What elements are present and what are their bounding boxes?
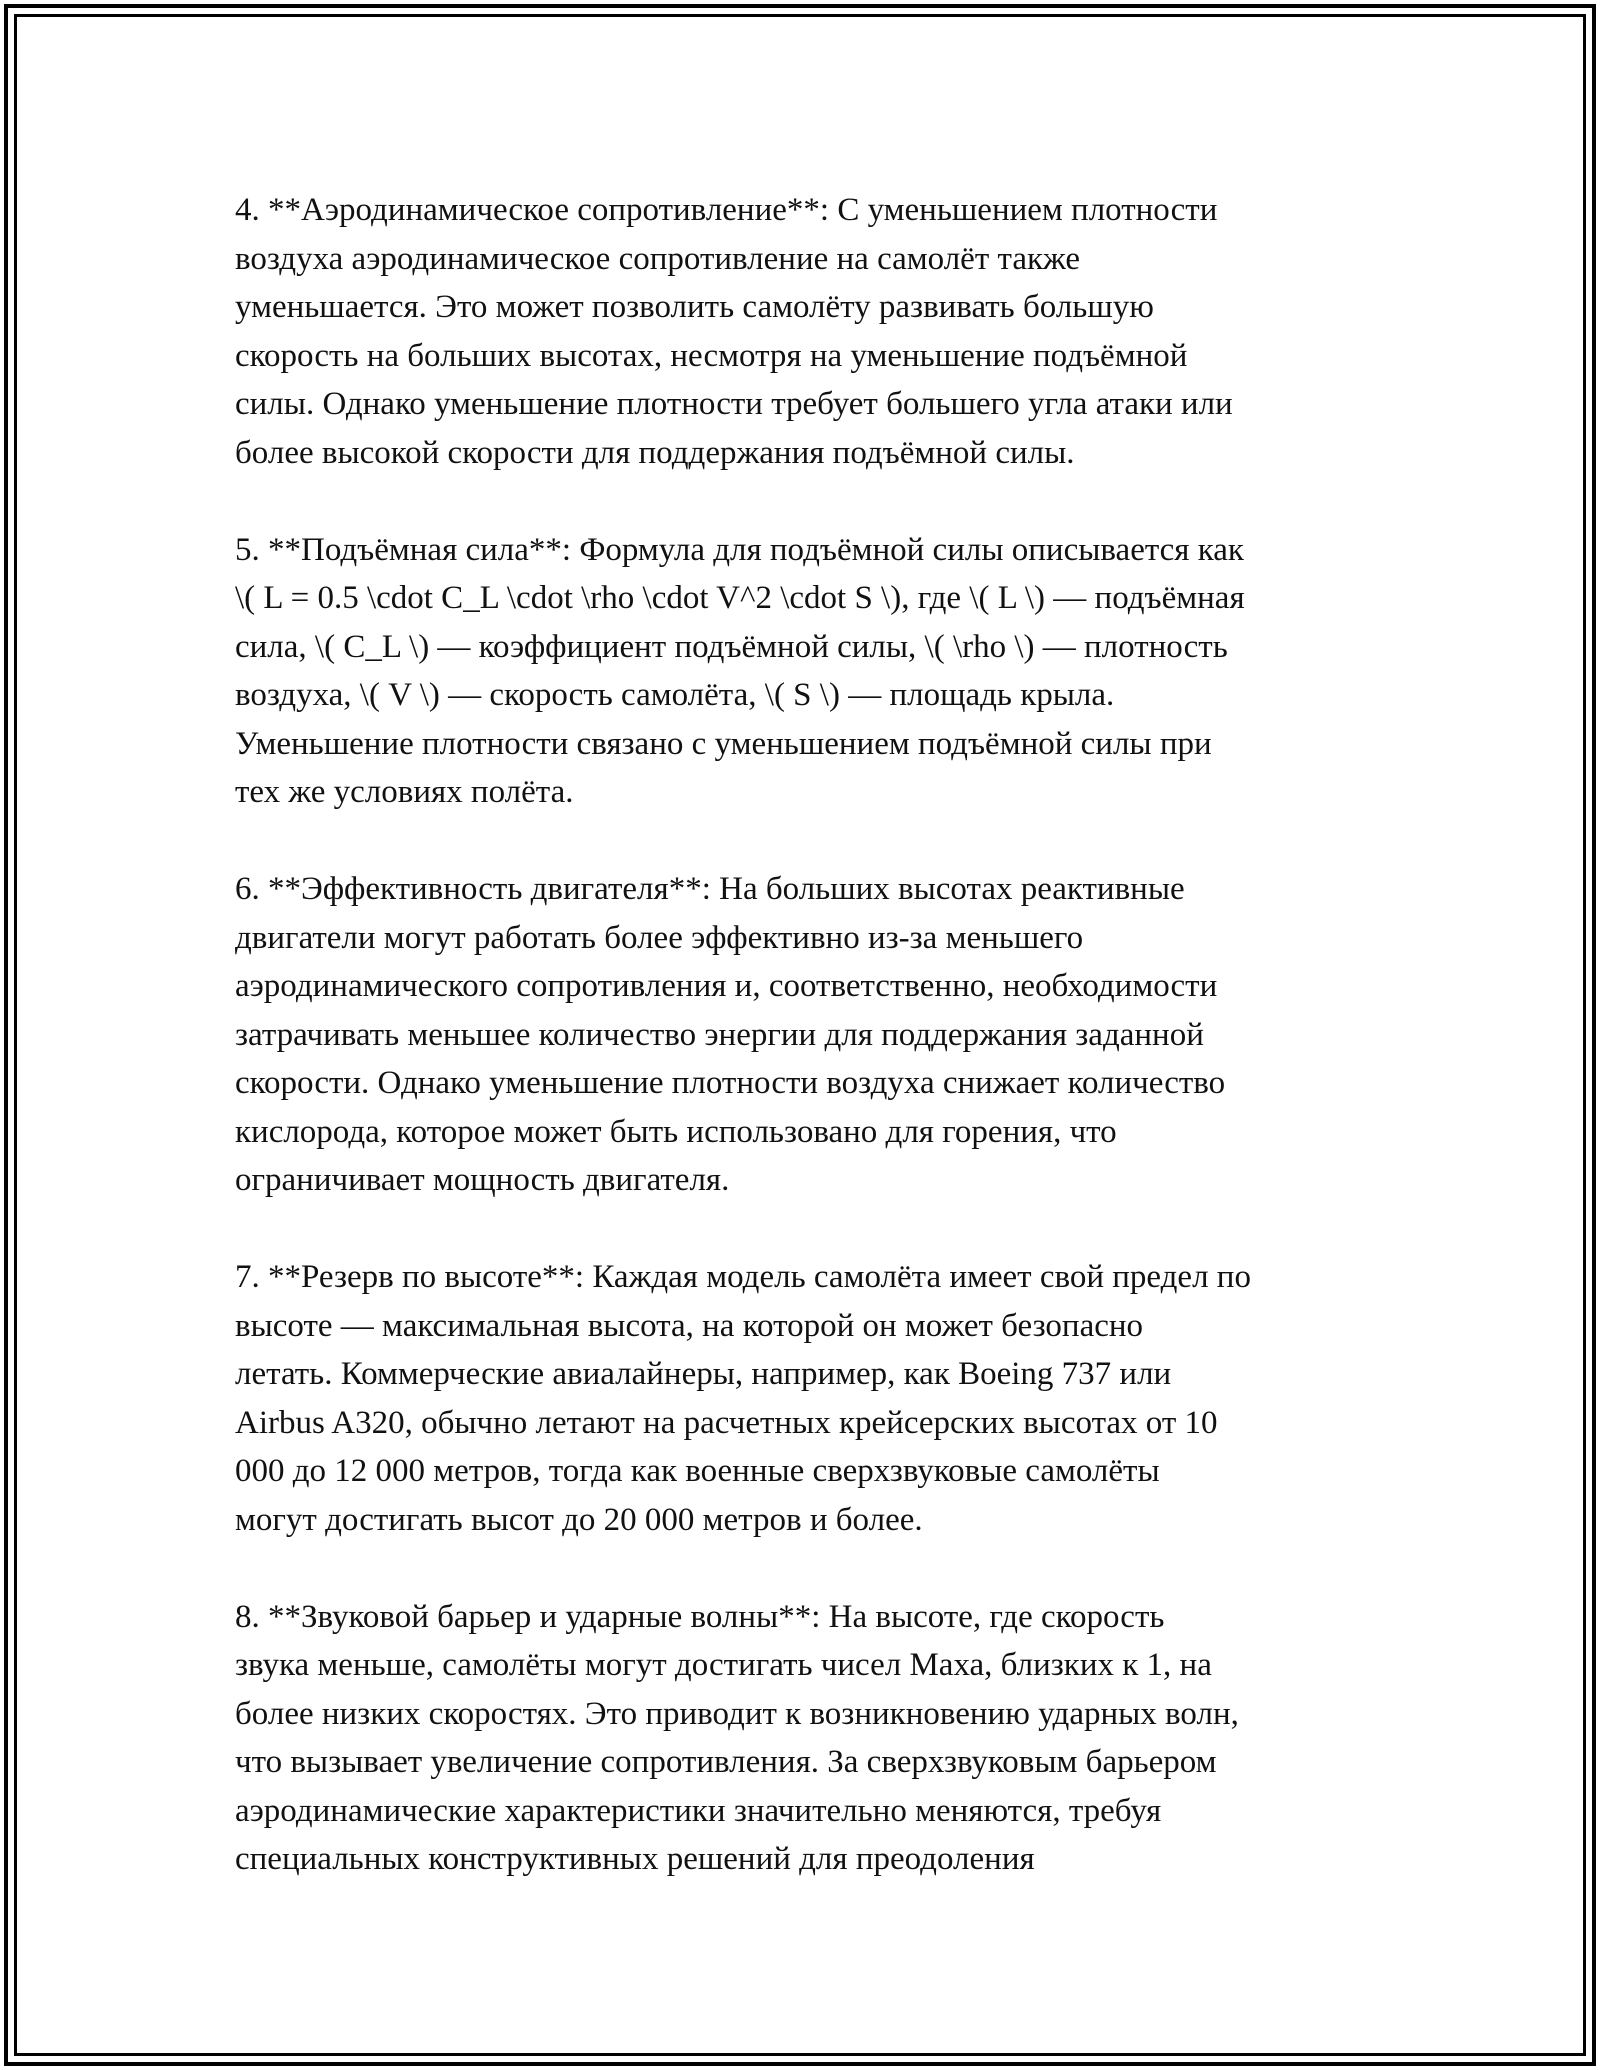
text-line: Уменьшение плотности связано с уменьшением подъёмной силы при xyxy=(235,725,1212,762)
text-line: сила, \( C_L \) — коэффициент подъёмной силы, \( \rho \) — плотность xyxy=(235,628,1228,665)
text-line: силы. Однако уменьшение плотности требует большего угла атаки или xyxy=(235,386,1233,422)
text-line: Airbus A320, обычно летают на расчетных крейсерских высотах от 10 xyxy=(235,1404,1218,1441)
text-line: уменьшается. Это может позволить самолёту развивать большую xyxy=(235,289,1154,325)
text-line: летать. Коммерческие авиалайнеры, например, как Boeing 737 или xyxy=(235,1356,1172,1392)
text-line: ограничивает мощность двигателя. xyxy=(235,1162,730,1198)
text-line: \( L = 0.5 \cdot C_L \cdot \rho \cdot V^2 \cdot S \), где \( L \) — подъёмная xyxy=(235,580,1245,616)
paragraph-engine-efficiency xyxy=(235,865,1375,1205)
text-line: скорость на больших высотах, несмотря на уменьшение подъёмной xyxy=(235,337,1188,374)
text-line: аэродинамические характеристики значительно меняются, требуя xyxy=(235,1792,1162,1829)
text-line: двигатели могут работать более эффективно из-за меньшего xyxy=(235,919,1084,956)
text-line: высоте — максимальная высота, на которой он может безопасно xyxy=(235,1307,1144,1344)
paragraph-sound-barrier xyxy=(235,1593,1375,1884)
text-line: 8. **Звуковой барьер и ударные волны**: На высоте, где скорость xyxy=(235,1598,1165,1635)
text-line: могут достигать высот до 20 000 метров и более. xyxy=(235,1501,923,1538)
text-line: затрачивать меньшее количество энергии для поддержания заданной xyxy=(235,1016,1204,1053)
paragraph-aerodynamic-drag xyxy=(235,186,1375,477)
text-line: кислорода, которое может быть использовано для горения, что xyxy=(235,1113,1117,1150)
text-line: звука меньше, самолёты могут достигать чисел Маха, близких к 1, на xyxy=(235,1647,1212,1683)
text-line: 4. **Аэродинамическое сопротивление**: С уменьшением плотности xyxy=(235,192,1218,228)
text-line: 5. **Подъёмная сила**: Формула для подъёмной силы описывается как xyxy=(235,531,1244,568)
text-line: 6. **Эффективность двигателя**: На больших высотах реактивные xyxy=(235,871,1185,907)
text-line: воздуха аэродинамическое сопротивление на самолёт также xyxy=(235,240,1081,277)
text-line: аэродинамического сопротивления и, соответственно, необходимости xyxy=(235,968,1218,1004)
text-line: тех же условиях полёта. xyxy=(235,774,574,810)
text-line: воздуха, \( V \) — скорость самолёта, \( S \) — площадь крыла. xyxy=(235,677,1115,713)
paragraph-altitude-reserve xyxy=(235,1253,1375,1544)
document-content xyxy=(235,186,1375,1884)
text-line: скорости. Однако уменьшение плотности воздуха снижает количество xyxy=(235,1065,1226,1101)
text-line: более низких скоростях. Это приводит к возникновению ударных волн, xyxy=(235,1695,1239,1732)
text-line: более высокой скорости для поддержания подъёмной силы. xyxy=(235,434,1075,471)
text-line: специальных конструктивных решений для преодоления xyxy=(235,1841,1035,1877)
text-line: 7. **Резерв по высоте**: Каждая модель самолёта имеет свой предел по xyxy=(235,1259,1251,1295)
text-line: что вызывает увеличение сопротивления. За сверхзвуковым барьером xyxy=(235,1744,1217,1780)
paragraph-lift-force xyxy=(235,526,1375,817)
text-line: 000 до 12 000 метров, тогда как военные сверхзвуковые самолёты xyxy=(235,1453,1160,1489)
